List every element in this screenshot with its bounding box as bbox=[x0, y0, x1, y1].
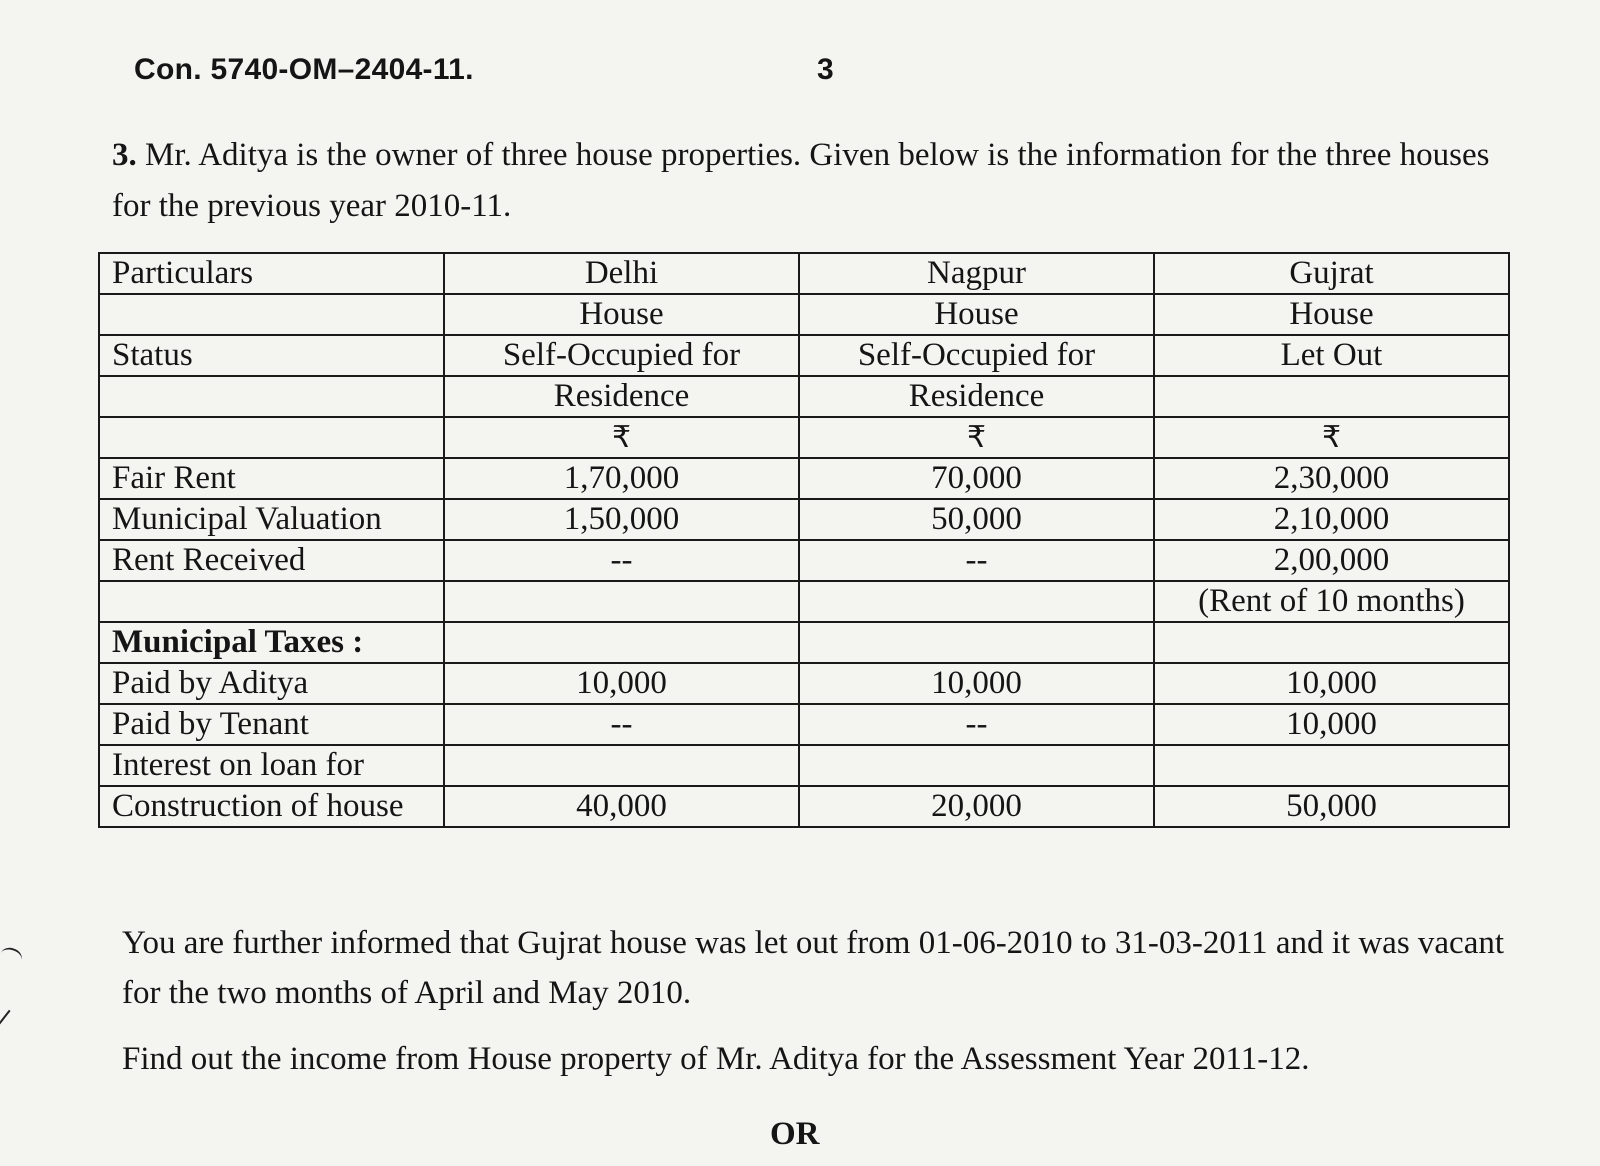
table-cell: 1,50,000 bbox=[444, 499, 799, 540]
table-cell: 2,10,000 bbox=[1154, 499, 1509, 540]
table-cell: House bbox=[444, 294, 799, 335]
table-cell: 2,00,000 bbox=[1154, 540, 1509, 581]
table-row bbox=[99, 294, 1509, 335]
table-cell bbox=[444, 745, 799, 786]
table-row bbox=[99, 540, 1509, 581]
page-number: 3 bbox=[817, 53, 834, 86]
table-row bbox=[99, 335, 1509, 376]
table-cell: Construction of house bbox=[99, 786, 444, 827]
rupee-icon: ₹ bbox=[444, 417, 799, 458]
table-row bbox=[99, 458, 1509, 499]
table-row bbox=[99, 704, 1509, 745]
table-row bbox=[99, 499, 1509, 540]
margin-mark-decoration bbox=[0, 1010, 11, 1029]
table-cell: -- bbox=[799, 540, 1154, 581]
table-cell: Paid by Aditya bbox=[99, 663, 444, 704]
table-row bbox=[99, 786, 1509, 827]
table-header-cell: Delhi bbox=[444, 253, 799, 294]
table-cell bbox=[99, 376, 444, 417]
table-cell: 20,000 bbox=[799, 786, 1154, 827]
table-cell bbox=[799, 581, 1154, 622]
table-header-cell: Particulars bbox=[99, 253, 444, 294]
table-cell: 40,000 bbox=[444, 786, 799, 827]
house-property-table bbox=[98, 252, 1510, 828]
table-cell bbox=[99, 417, 444, 458]
table-cell: Residence bbox=[799, 376, 1154, 417]
table-cell: -- bbox=[444, 704, 799, 745]
table-row bbox=[99, 417, 1509, 458]
table-cell: Interest on loan for bbox=[99, 745, 444, 786]
rupee-icon: ₹ bbox=[1154, 417, 1509, 458]
table-cell: Self-Occupied for bbox=[799, 335, 1154, 376]
table-cell bbox=[99, 581, 444, 622]
table-cell bbox=[444, 581, 799, 622]
table-cell: -- bbox=[799, 704, 1154, 745]
table-cell: 10,000 bbox=[1154, 704, 1509, 745]
table-row bbox=[99, 745, 1509, 786]
table-cell: 50,000 bbox=[1154, 786, 1509, 827]
instruction-text: Find out the income from House property of Mr. Aditya for the Assessment Year 2011-12. bbox=[122, 1041, 1310, 1077]
question-body: Mr. Aditya is the owner of three house properties. Given below is the information for the three houses for the previous year 2010-11. bbox=[112, 137, 1490, 224]
table-cell: Let Out bbox=[1154, 335, 1509, 376]
table-cell: 10,000 bbox=[799, 663, 1154, 704]
table-row bbox=[99, 581, 1509, 622]
table-row bbox=[99, 376, 1509, 417]
table-cell: 10,000 bbox=[1154, 663, 1509, 704]
table-cell: 1,70,000 bbox=[444, 458, 799, 499]
table-cell: 10,000 bbox=[444, 663, 799, 704]
table-cell: Status bbox=[99, 335, 444, 376]
additional-info: You are further informed that Gujrat house was let out from 01-06-2010 to 31-03-2011 and it was vacant for the two months of April and May 2010. bbox=[122, 925, 1505, 1011]
table-cell bbox=[1154, 622, 1509, 663]
table-row bbox=[99, 663, 1509, 704]
table-cell bbox=[1154, 376, 1509, 417]
table-cell bbox=[444, 622, 799, 663]
table-cell bbox=[99, 294, 444, 335]
table-cell: Fair Rent bbox=[99, 458, 444, 499]
table-cell: (Rent of 10 months) bbox=[1154, 581, 1509, 622]
table-row bbox=[99, 253, 1509, 294]
table-cell: -- bbox=[444, 540, 799, 581]
table-cell: 2,30,000 bbox=[1154, 458, 1509, 499]
table-cell bbox=[1154, 745, 1509, 786]
table-cell bbox=[799, 745, 1154, 786]
table-header-cell: Gujrat bbox=[1154, 253, 1509, 294]
table-cell: 50,000 bbox=[799, 499, 1154, 540]
rupee-icon: ₹ bbox=[799, 417, 1154, 458]
table-cell bbox=[799, 622, 1154, 663]
or-separator: OR bbox=[770, 1116, 820, 1152]
margin-mark-decoration bbox=[0, 945, 24, 969]
question-text bbox=[112, 130, 1502, 232]
table-cell: 70,000 bbox=[799, 458, 1154, 499]
table-section-heading: Municipal Taxes : bbox=[99, 622, 444, 663]
document-code: Con. 5740-OM–2404-11. bbox=[134, 53, 474, 86]
table-cell: Residence bbox=[444, 376, 799, 417]
question-number: 3. bbox=[112, 137, 137, 173]
table-cell: Paid by Tenant bbox=[99, 704, 444, 745]
table-row bbox=[99, 622, 1509, 663]
table-cell: Rent Received bbox=[99, 540, 444, 581]
table-cell: House bbox=[1154, 294, 1509, 335]
table-cell: Municipal Valuation bbox=[99, 499, 444, 540]
table-cell: Self-Occupied for bbox=[444, 335, 799, 376]
table-header-cell: Nagpur bbox=[799, 253, 1154, 294]
table-cell: House bbox=[799, 294, 1154, 335]
